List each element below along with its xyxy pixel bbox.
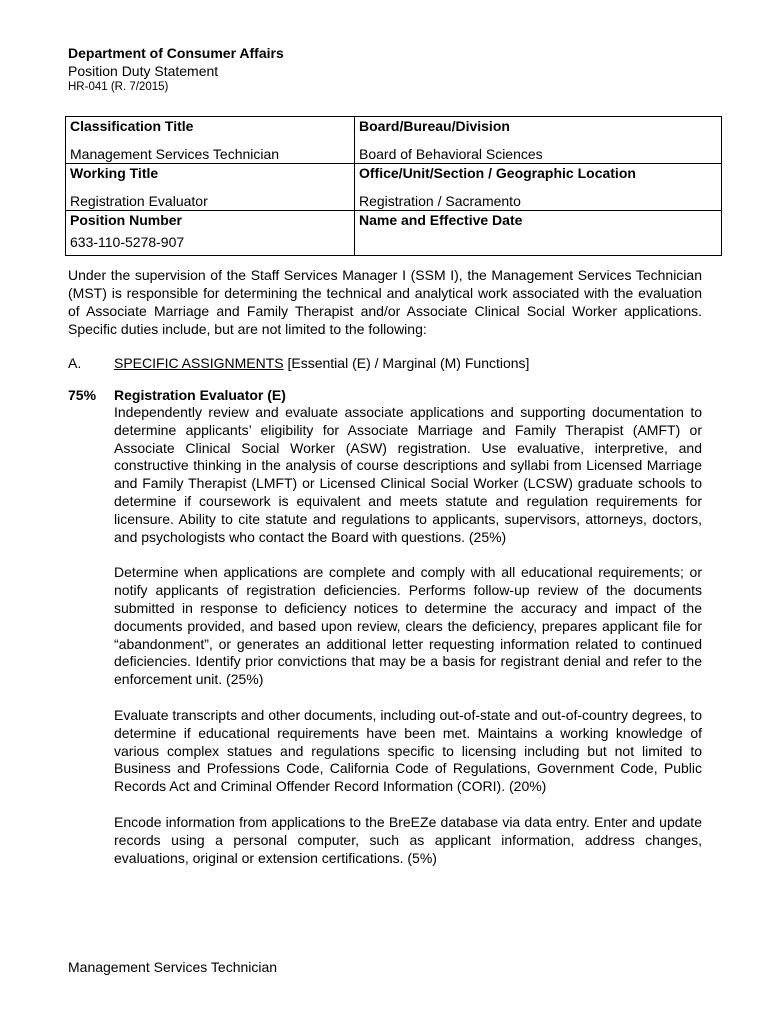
board-label: Board/Bureau/Division [359, 118, 510, 134]
working-title-value: Registration Evaluator [70, 193, 208, 209]
duty-title: Registration Evaluator (E) [114, 387, 286, 403]
position-number-value: 633-110-5278-907 [70, 234, 185, 250]
duty-paragraph: Determine when applications are complete and comply with all educational requirements; or notify applicants of registration deficiencies. Performs follow-up review of the documents submitted in response to deficiency notices to determine the accuracy and impact of the documents provided, and based upon review, clears the deficiency, prepares applicant file for “abandonment”, or generates an additional letter requesting information related to continued deficiencies. Identify prior convictions that may be a basis for registrant denial and refer to the enforcement unit. (25%) [114, 564, 702, 688]
classification-cell [66, 117, 355, 164]
office-value: Registration / Sacramento [359, 193, 521, 209]
duty-heading [68, 386, 708, 404]
department-name: Department of Consumer Affairs [68, 45, 284, 61]
working-title-cell [66, 164, 355, 211]
classification-title-label: Classification Title [70, 118, 194, 134]
section-title: SPECIFIC ASSIGNMENTS [114, 355, 284, 371]
duty-percent: 75% [68, 387, 97, 403]
section-a-heading [68, 354, 702, 372]
section-suffix: [Essential (E) / Marginal (M) Functions] [283, 355, 530, 371]
duty-paragraph: Independently review and evaluate associate applications and supporting documentation to determine applicants’ eligibility for Associate Marriage and Family Therapist (AMFT) or Associate Clinical Social Worker (ASW) registration. Use evaluative, interpretive, and constructive thinking in the analysis of course descriptions and syllabi from Licensed Marriage and Family Therapist (LMFT) or Licensed Clinical Social Worker (LCSW) graduate schools to determine if coursework is equivalent and meets statute and regulation requirements for licensure. Ability to cite statute and regulations to applicants, supervisors, attorneys, doctors, and psychologists who contact the Board with questions. (25%) [114, 404, 702, 545]
form-id: HR-041 (R. 7/2015) [68, 81, 169, 93]
duty-paragraph: Evaluate transcripts and other documents, including out-of-state and out-of-country degrees, to determine if educational requirements have been met. Maintains a working knowledge of various complex statues and regulations specific to licensing including but not limited to Business and Professions Code, California Code of Regulations, Government Code, Public Records Act and Criminal Offender Record Information (CORI). (20%) [114, 706, 702, 795]
page-footer: Management Services Technician [68, 959, 278, 975]
board-value: Board of Behavioral Sciences [359, 146, 543, 162]
duty-paragraphs [114, 404, 702, 885]
office-label: Office/Unit/Section / Geographic Location [359, 165, 636, 181]
position-number-label: Position Number [70, 212, 183, 228]
name-date-cell [355, 211, 722, 256]
classification-title-value: Management Services Technician [70, 146, 280, 162]
document-header [68, 44, 702, 95]
document-type: Position Duty Statement [68, 63, 219, 79]
board-cell [355, 117, 722, 164]
intro-paragraph: Under the supervision of the Staff Services Manager I (SSM I), the Management Services Technician (MST) is responsible for determining the technical and analytical work associated with the evaluation of Associate Marriage and Family Therapist and/or Associate Clinical Social Worker applications. Specific duties include, but are not limited to the following: [68, 267, 702, 337]
duty-paragraph: Encode information from applications to the BreEZe database via data entry. Enter and update records using a personal computer, such as applicant information, address changes, evaluations, original or extension certifications. (5%) [114, 813, 702, 866]
working-title-label: Working Title [70, 165, 159, 181]
position-info-table [65, 116, 722, 256]
office-cell [355, 164, 722, 211]
section-letter: A. [68, 355, 82, 371]
position-number-cell [66, 211, 355, 256]
name-date-label: Name and Effective Date [359, 212, 523, 228]
